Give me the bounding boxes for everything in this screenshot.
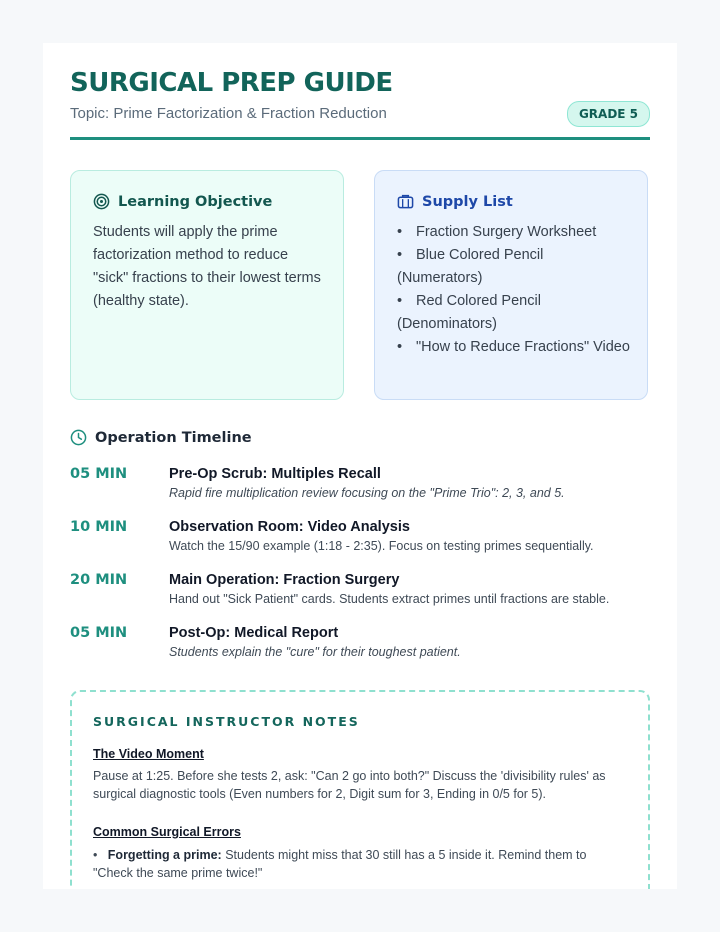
- step-title: Observation Room: Video Analysis: [169, 519, 410, 535]
- learning-objective-heading: [93, 193, 272, 210]
- header-divider: [70, 137, 650, 140]
- step-description: Students explain the "cure" for their toughest patient.: [169, 645, 461, 659]
- step-title: Pre-Op Scrub: Multiples Recall: [169, 466, 381, 482]
- topic-subtitle: Topic: Prime Factorization & Fraction Reduction: [70, 105, 387, 122]
- instructor-notes-title: SURGICAL INSTRUCTOR NOTES: [93, 714, 360, 729]
- surgical-error-item: [93, 846, 623, 882]
- supply-item: • Red Colored Pencil (Denominators): [397, 290, 631, 336]
- step-duration: 10 MIN: [70, 519, 128, 535]
- video-moment-heading: The Video Moment: [93, 747, 204, 761]
- supply-item: • Fraction Surgery Worksheet: [397, 221, 631, 244]
- clock-icon: [70, 429, 87, 446]
- step-duration: 05 MIN: [70, 466, 128, 482]
- step-duration: 05 MIN: [70, 625, 128, 641]
- prep-guide-page: [43, 43, 677, 889]
- instructor-notes-box: [70, 690, 650, 889]
- surgical-errors-heading: Common Surgical Errors: [93, 825, 241, 839]
- error-label: Forgetting a prime:: [107, 848, 222, 862]
- bullet: •: [93, 848, 108, 862]
- target-icon: [93, 193, 110, 210]
- briefcase-icon: [397, 193, 414, 210]
- grade-badge: GRADE 5: [567, 101, 650, 127]
- step-description: Watch the 15/90 example (1:18 - 2:35). Focus on testing primes sequentially.: [169, 539, 594, 553]
- error-text: Students might miss that 30 still has a 5 inside it. Remind them to "Check the same prime twice!": [93, 848, 587, 880]
- page-title: SURGICAL PREP GUIDE: [70, 68, 393, 98]
- supply-list-title: Supply List: [422, 193, 513, 210]
- operation-timeline-title: Operation Timeline: [95, 429, 252, 446]
- supply-item: • "How to Reduce Fractions" Video: [397, 336, 631, 359]
- step-title: Main Operation: Fraction Surgery: [169, 572, 400, 588]
- supply-list: [397, 221, 631, 359]
- step-title: Post-Op: Medical Report: [169, 625, 339, 641]
- video-moment-text: Pause at 1:25. Before she tests 2, ask: "Can 2 go into both?" Discuss the 'divisibility rules' as surgical diagnostic tools (Even numbers for 2, Digit sum for 3, Ending in 0/5 for 5).: [93, 769, 606, 801]
- learning-objective-card: [70, 170, 344, 400]
- supply-list-card: [374, 170, 648, 400]
- step-description: Hand out "Sick Patient" cards. Students extract primes until fractions are stable.: [169, 592, 610, 606]
- step-duration: 20 MIN: [70, 572, 128, 588]
- learning-objective-text: Students will apply the prime factorization method to reduce "sick" fractions to their lowest terms (healthy state).: [93, 224, 321, 309]
- learning-objective-title: Learning Objective: [118, 193, 273, 210]
- step-description: Rapid fire multiplication review focusing on the "Prime Trio": 2, 3, and 5.: [169, 486, 565, 500]
- supply-list-heading: [397, 193, 513, 210]
- operation-timeline-heading: [70, 429, 252, 446]
- supply-item: • Blue Colored Pencil (Numerators): [397, 244, 631, 290]
- supply-list-body: [397, 221, 631, 359]
